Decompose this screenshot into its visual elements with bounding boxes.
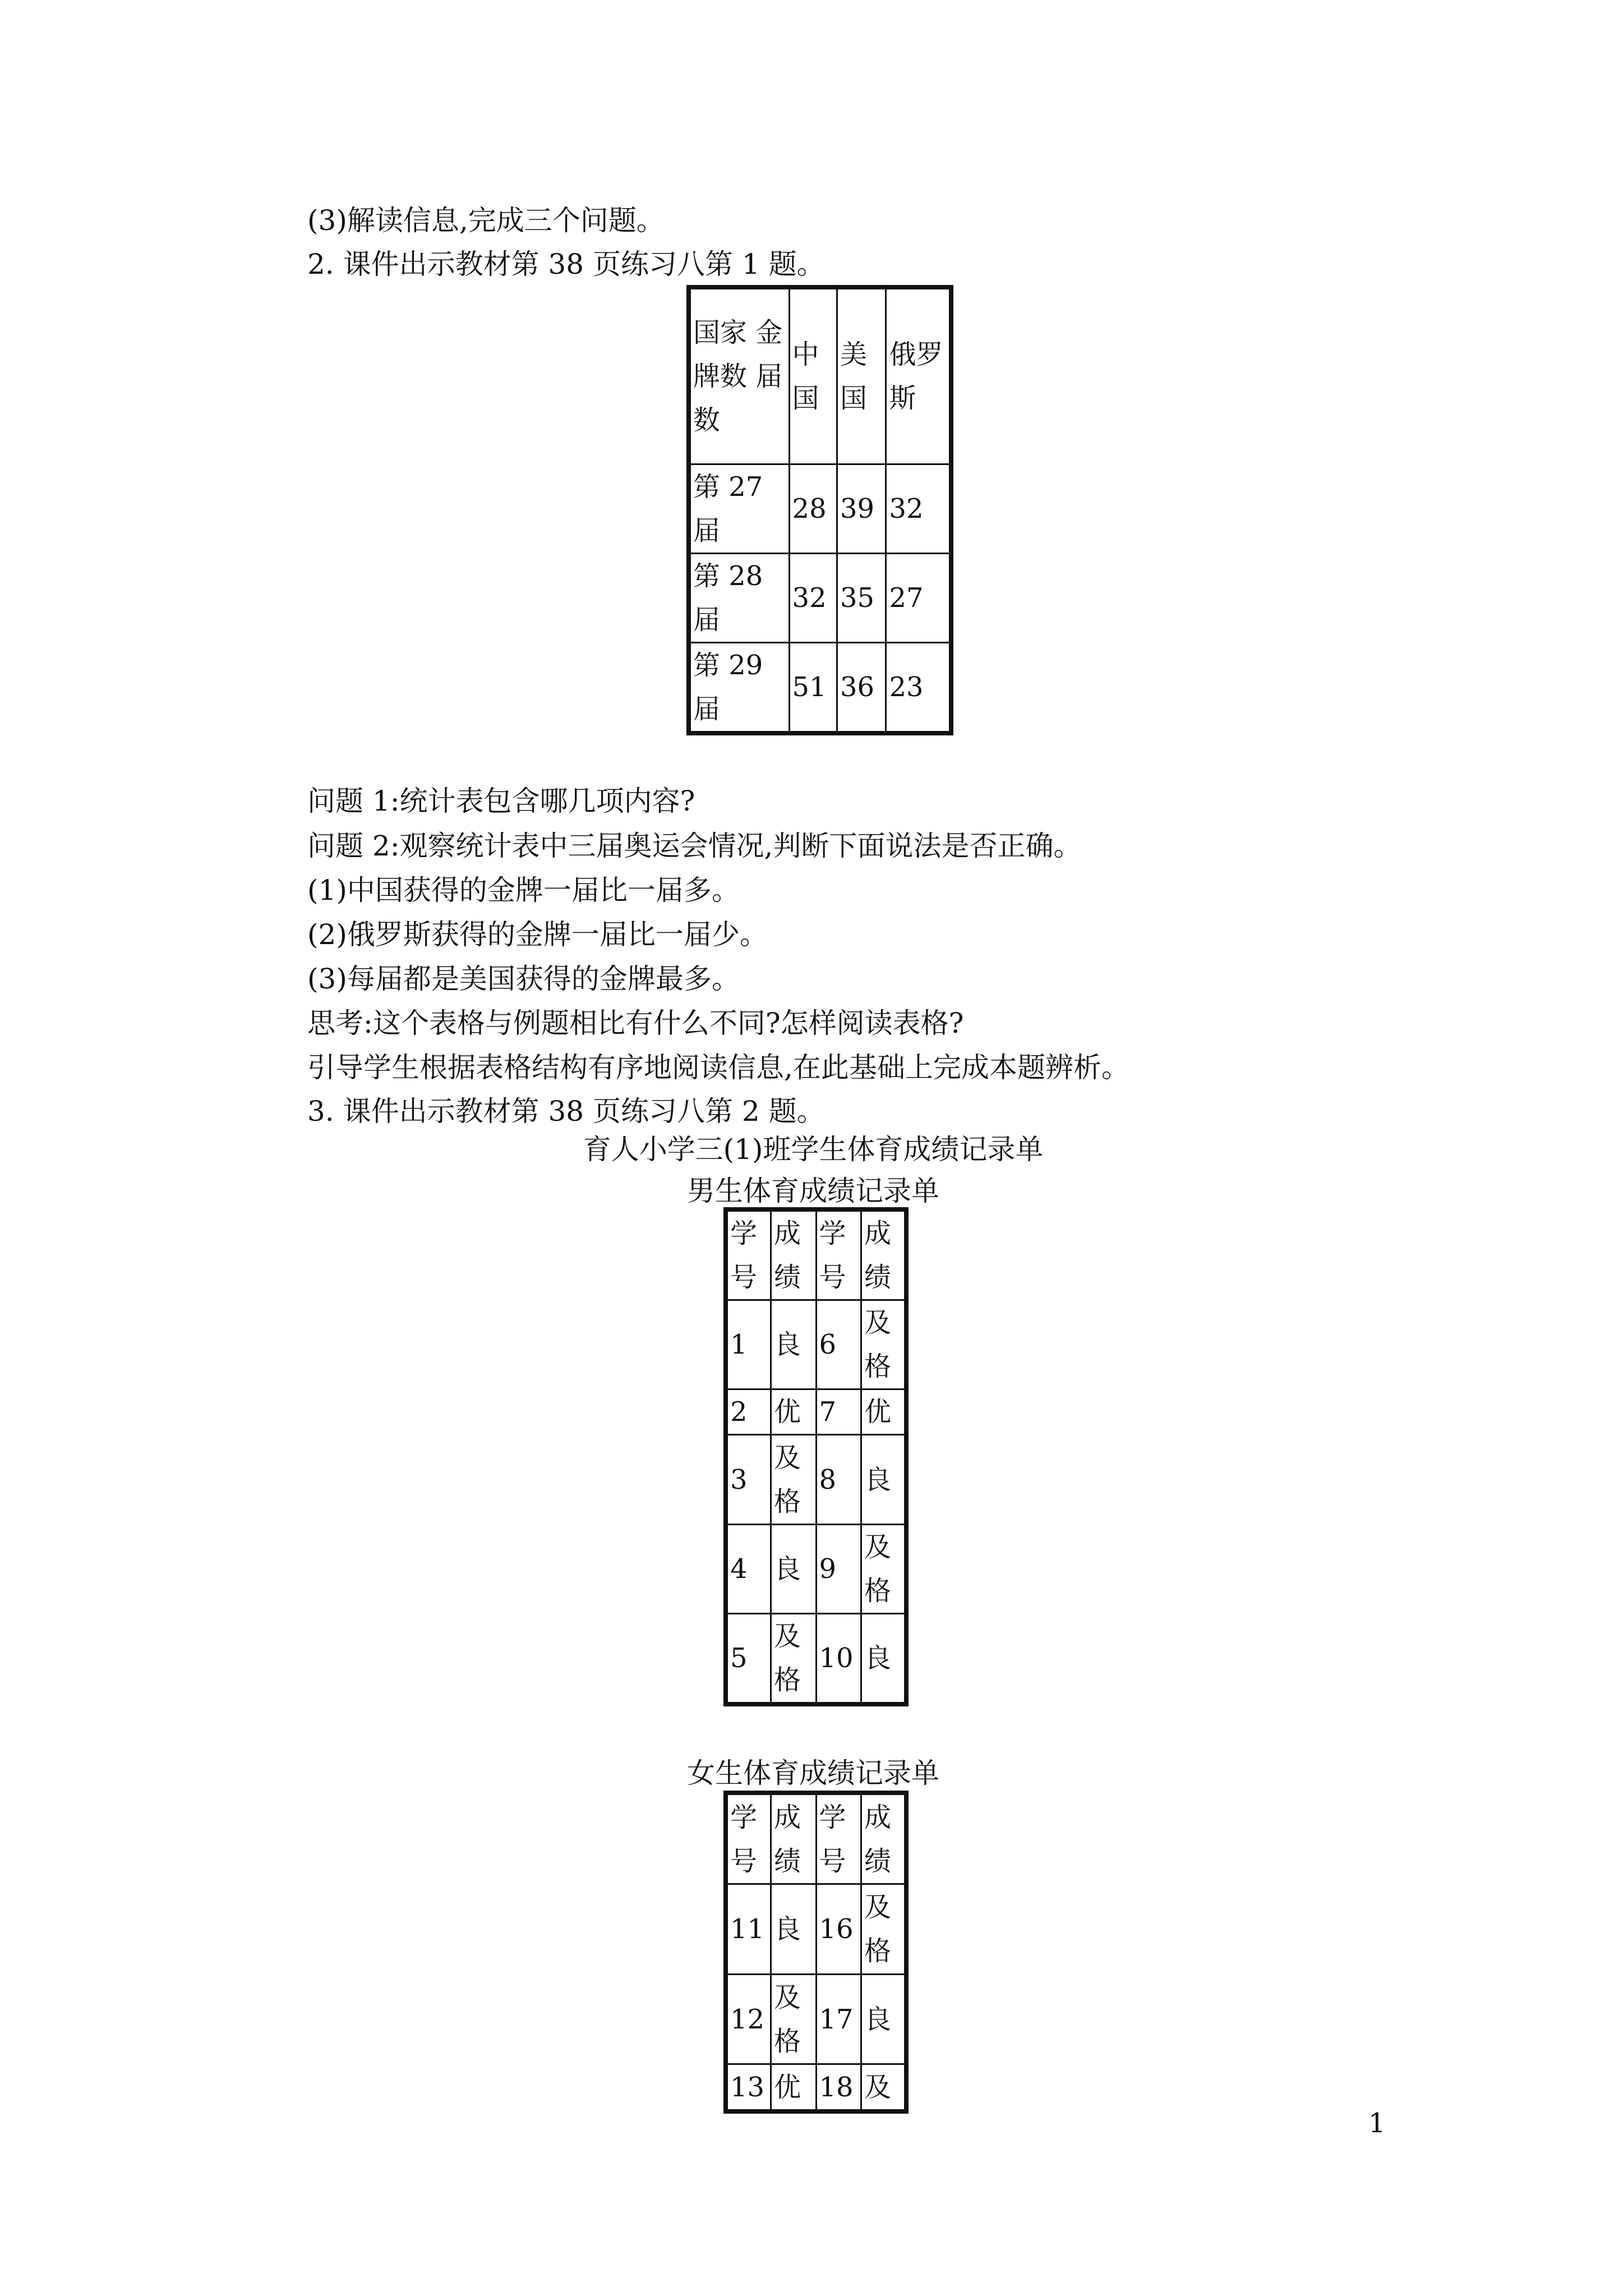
medal-table <box>686 285 953 735</box>
table-cell: 35 <box>837 553 886 642</box>
table-cell: 良 <box>771 1524 817 1613</box>
header-cell-corner: 国家 金牌数 届数 <box>689 287 789 464</box>
table-cell: 9 <box>816 1524 861 1613</box>
table-cell: 第 28 届 <box>689 553 789 642</box>
table-cell: 7 <box>816 1389 861 1435</box>
table-cell: 39 <box>837 464 886 553</box>
page-number: 1 <box>1368 2108 1386 2139</box>
question-2: 问题 2:观察统计表中三届奥运会情况,判断下面说法是否正确。 <box>307 830 1082 862</box>
header-cell: 成绩 <box>771 1793 817 1884</box>
statement-1: (1)中国获得的金牌一届比一届多。 <box>307 874 740 907</box>
table-cell: 36 <box>837 642 886 733</box>
table-cell: 及格 <box>861 1884 907 1974</box>
think-question: 思考:这个表格与例题相比有什么不同?怎样阅读表格? <box>307 1007 964 1039</box>
header-cell-russia: 俄罗斯 <box>886 287 951 464</box>
boys-table-title: 男生体育成绩记录单 <box>687 1175 939 1207</box>
table-cell: 优 <box>771 2064 817 2111</box>
paragraph-interpret-info: (3)解读信息,完成三个问题。 <box>307 204 665 237</box>
header-cell: 成绩 <box>771 1209 817 1300</box>
table-cell: 28 <box>789 464 837 553</box>
table-cell: 1 <box>726 1300 771 1389</box>
table-row <box>726 1389 906 1435</box>
table-cell: 8 <box>816 1435 861 1524</box>
header-cell: 学号 <box>816 1793 861 1884</box>
table-row <box>689 642 951 733</box>
table-cell: 5 <box>726 1613 771 1704</box>
header-cell-china: 中国 <box>789 287 837 464</box>
table-cell: 13 <box>726 2064 771 2111</box>
table-row <box>689 553 951 642</box>
table-row <box>726 2064 906 2111</box>
table-cell: 及格 <box>861 1524 907 1613</box>
table-row <box>726 1974 906 2064</box>
table-cell: 良 <box>861 1974 907 2064</box>
table-cell: 及格 <box>771 1435 817 1524</box>
table-cell: 2 <box>726 1389 771 1435</box>
table-cell: 第 29 届 <box>689 642 789 733</box>
table-cell: 12 <box>726 1974 771 2064</box>
header-cell: 学号 <box>726 1793 771 1884</box>
header-cell: 成绩 <box>861 1209 907 1300</box>
table-cell: 第 27 届 <box>689 464 789 553</box>
table-cell: 18 <box>816 2064 861 2111</box>
boys-score-table <box>723 1207 909 1706</box>
table-row <box>726 1884 906 1974</box>
table-cell: 及格 <box>861 1300 907 1389</box>
table-cell: 16 <box>816 1884 861 1974</box>
table-cell: 及格 <box>771 1974 817 2064</box>
table-cell: 3 <box>726 1435 771 1524</box>
table-cell: 51 <box>789 642 837 733</box>
table-header-row <box>726 1793 906 1884</box>
header-cell: 学号 <box>726 1209 771 1300</box>
record-sheet-title: 育人小学三(1)班学生体育成绩记录单 <box>583 1133 1044 1166</box>
header-cell-usa: 美国 <box>837 287 886 464</box>
table-cell: 11 <box>726 1884 771 1974</box>
girls-table-title: 女生体育成绩记录单 <box>687 1757 939 1789</box>
table-row <box>726 1435 906 1524</box>
table-cell: 及 <box>861 2064 907 2111</box>
question-1: 问题 1:统计表包含哪几项内容? <box>307 785 695 817</box>
table-row <box>726 1300 906 1389</box>
table-cell: 23 <box>886 642 951 733</box>
table-header-row <box>689 287 951 464</box>
table-cell: 优 <box>861 1389 907 1435</box>
table-cell: 良 <box>861 1435 907 1524</box>
girls-score-table <box>723 1791 909 2114</box>
table-cell: 6 <box>816 1300 861 1389</box>
table-row <box>726 1613 906 1704</box>
table-cell: 17 <box>816 1974 861 2064</box>
table-row <box>689 464 951 553</box>
table-cell: 良 <box>771 1300 817 1389</box>
header-cell: 成绩 <box>861 1793 907 1884</box>
paragraph-exercise-1: 2. 课件出示教材第 38 页练习八第 1 题。 <box>307 248 825 280</box>
table-cell: 27 <box>886 553 951 642</box>
table-cell: 优 <box>771 1389 817 1435</box>
table-cell: 良 <box>771 1884 817 1974</box>
statement-3: (3)每届都是美国获得的金牌最多。 <box>307 963 740 995</box>
table-row <box>726 1524 906 1613</box>
table-cell: 良 <box>861 1613 907 1704</box>
table-header-row <box>726 1209 906 1300</box>
table-cell: 32 <box>886 464 951 553</box>
table-cell: 10 <box>816 1613 861 1704</box>
statement-2: (2)俄罗斯获得的金牌一届比一届少。 <box>307 918 768 951</box>
table-cell: 32 <box>789 553 837 642</box>
table-cell: 4 <box>726 1524 771 1613</box>
paragraph-exercise-2: 3. 课件出示教材第 38 页练习八第 2 题。 <box>307 1095 825 1128</box>
header-cell: 学号 <box>816 1209 861 1300</box>
table-cell: 及格 <box>771 1613 817 1704</box>
guidance-text: 引导学生根据表格结构有序地阅读信息,在此基础上完成本题辨析。 <box>307 1051 1129 1084</box>
